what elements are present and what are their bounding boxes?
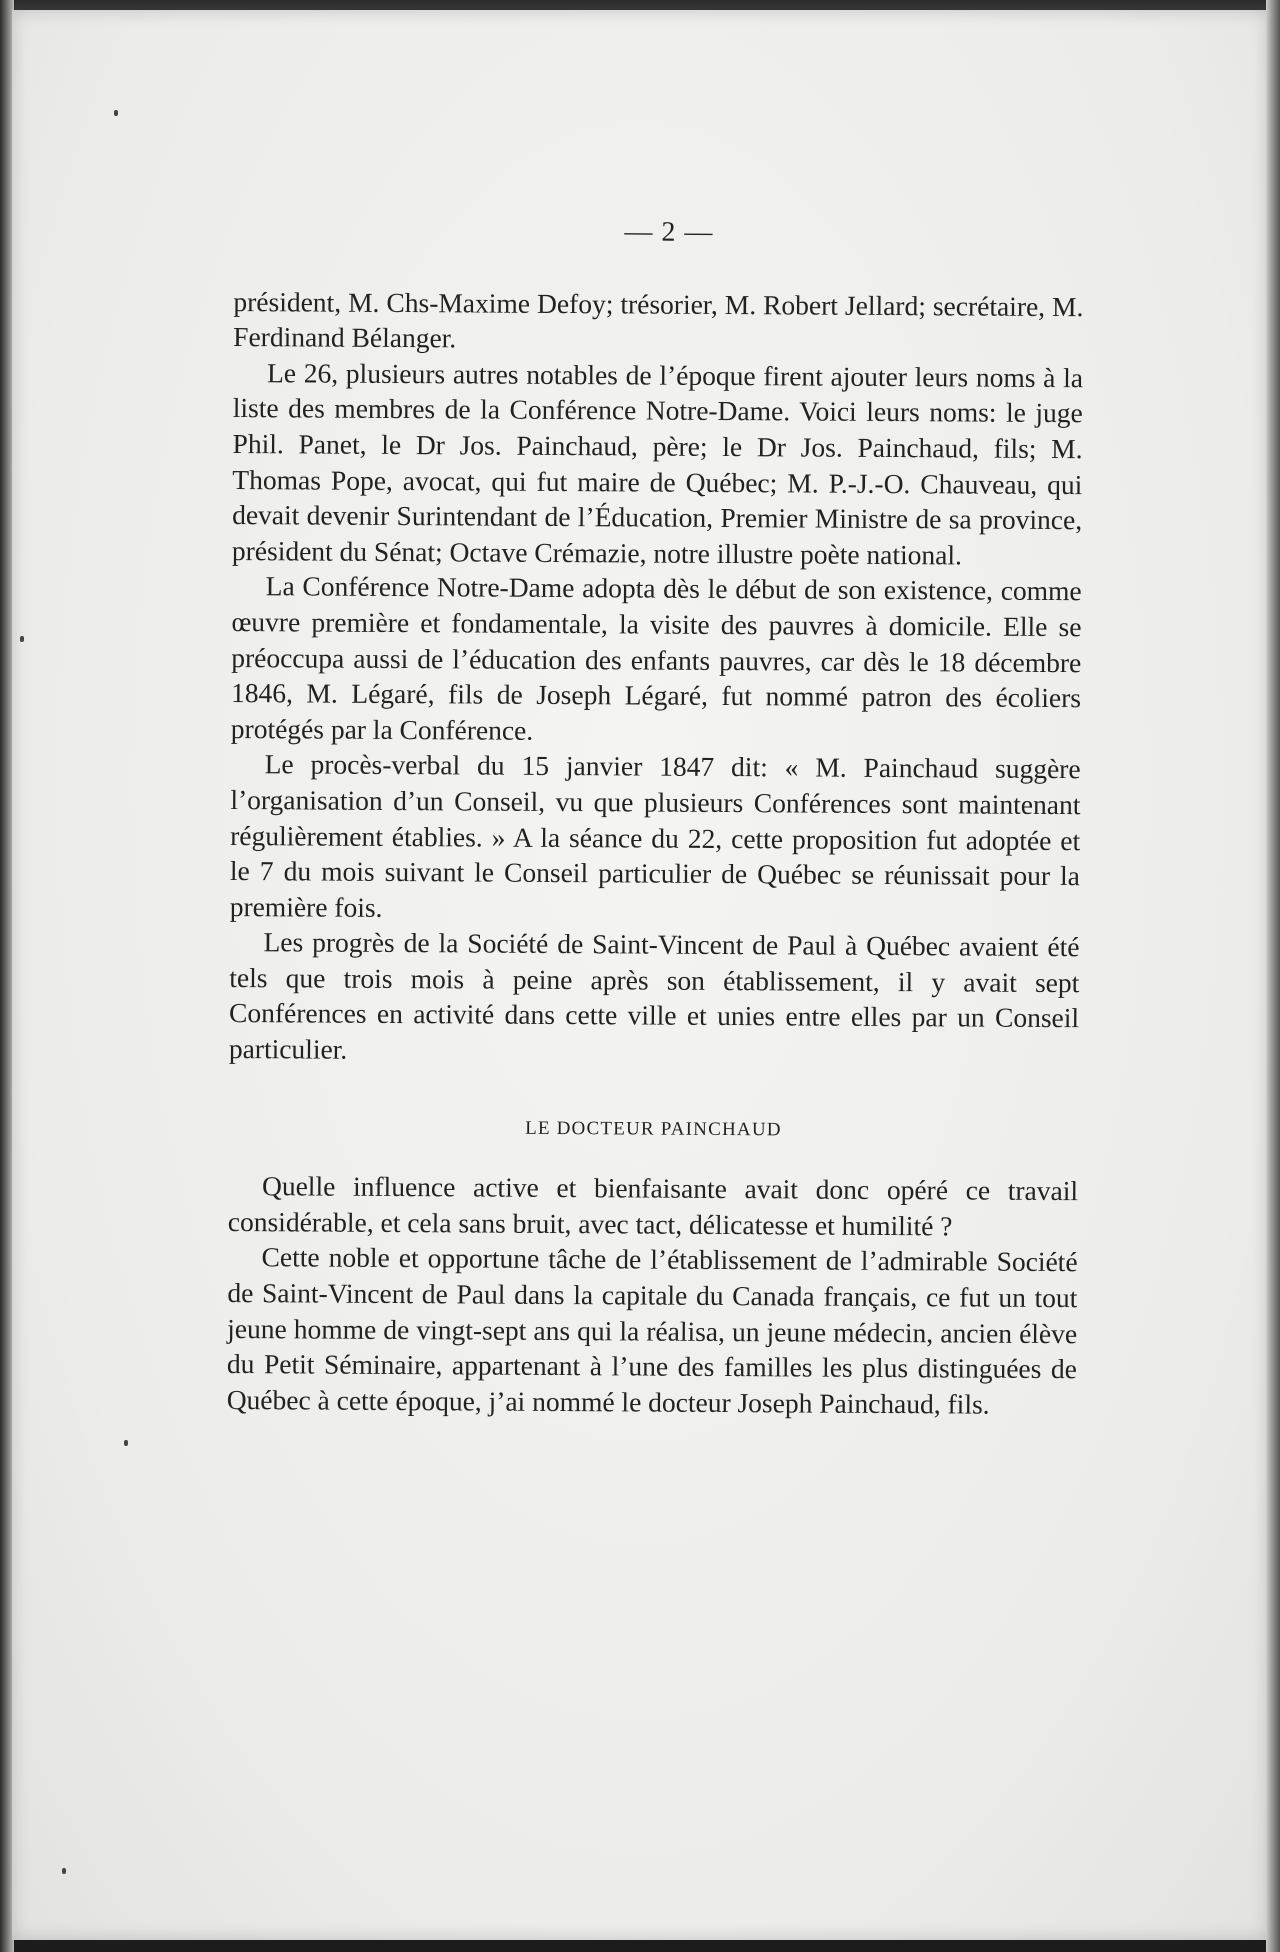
dust-speck	[20, 636, 24, 642]
paragraph: Cette noble et opportune tâche de l’établissement de l’admirable Société de Saint-Vincent de Paul dans la capitale du Canada français, ce fut un tout jeune homme de vingt-sept ans qui la réalisa, un jeune médecin, ancien élève du Petit Séminaire, appartenant à l’une des familles les plus distinguées de Québec à cette époque, j’ai nommé le docteur Joseph Painchaud, fils.	[226, 1241, 1078, 1420]
dust-speck	[62, 1868, 66, 1874]
paragraph: président, M. Chs-Maxime Defoy; trésorier, M. Robert Jellard; secrétaire, M. Ferdinand Bélanger.	[233, 285, 1084, 354]
paragraph: Le procès-verbal du 15 janvier 1847 dit: « M. Painchaud suggère l’organisation d’un Conseil, vu que plusieurs Conférences sont maintenant régulièrement établies. » A la séance du 22, cette proposition fut adoptée et le 7 du mois suivant le Conseil particulier de Québec se réunissait pour la première fois.	[229, 748, 1081, 923]
page-text	[227, 212, 1084, 1423]
dust-speck	[124, 1440, 128, 1446]
paragraph: Quelle influence active et bienfaisante avait donc opéré ce travail considérable, et cela sans bruit, avec tact, délicatesse et humilité ?	[227, 1170, 1079, 1242]
section-heading: LE DOCTEUR PAINCHAUD	[525, 1117, 782, 1141]
paragraph: La Conférence Notre-Dame adopta dès le début de son existence, comme œuvre première et fondamentale, la visite des pauvres à domicile. Elle se préoccupa aussi de l’éducation des enfants pauvres, car dès le 18 décembre 1846, M. Légaré, fils de Joseph Légaré, fut nommé patron des écoliers protégés par la Conférence.	[230, 570, 1082, 746]
paragraph: Le 26, plusieurs autres notables de l’époque firent ajouter leurs noms à la liste des membres de la Conférence Notre-Dame. Voici leurs noms: le juge Phil. Panet, le Dr Jos. Painchaud, père; le Dr Jos. Painchaud, fils; M. Thomas Pope, avocat, qui fut maire de Québec; M. P.-J.-O. Chauveau, qui devait devenir Surintendant de l’Éducation, Premier Ministre de sa province, président du Sénat; Octave Crémazie, notre illustre poète national.	[231, 356, 1084, 571]
paragraph: Les progrès de la Société de Saint-Vincent de Paul à Québec avaient été tels que trois mois à peine après son établissement, il y avait sept Conférences en activité dans cette ville et unies entre elles par un Conseil particulier.	[228, 926, 1080, 1065]
page-number: — 2 —	[624, 216, 714, 248]
scan-right-border	[1266, 0, 1280, 1952]
dust-speck	[114, 110, 118, 116]
